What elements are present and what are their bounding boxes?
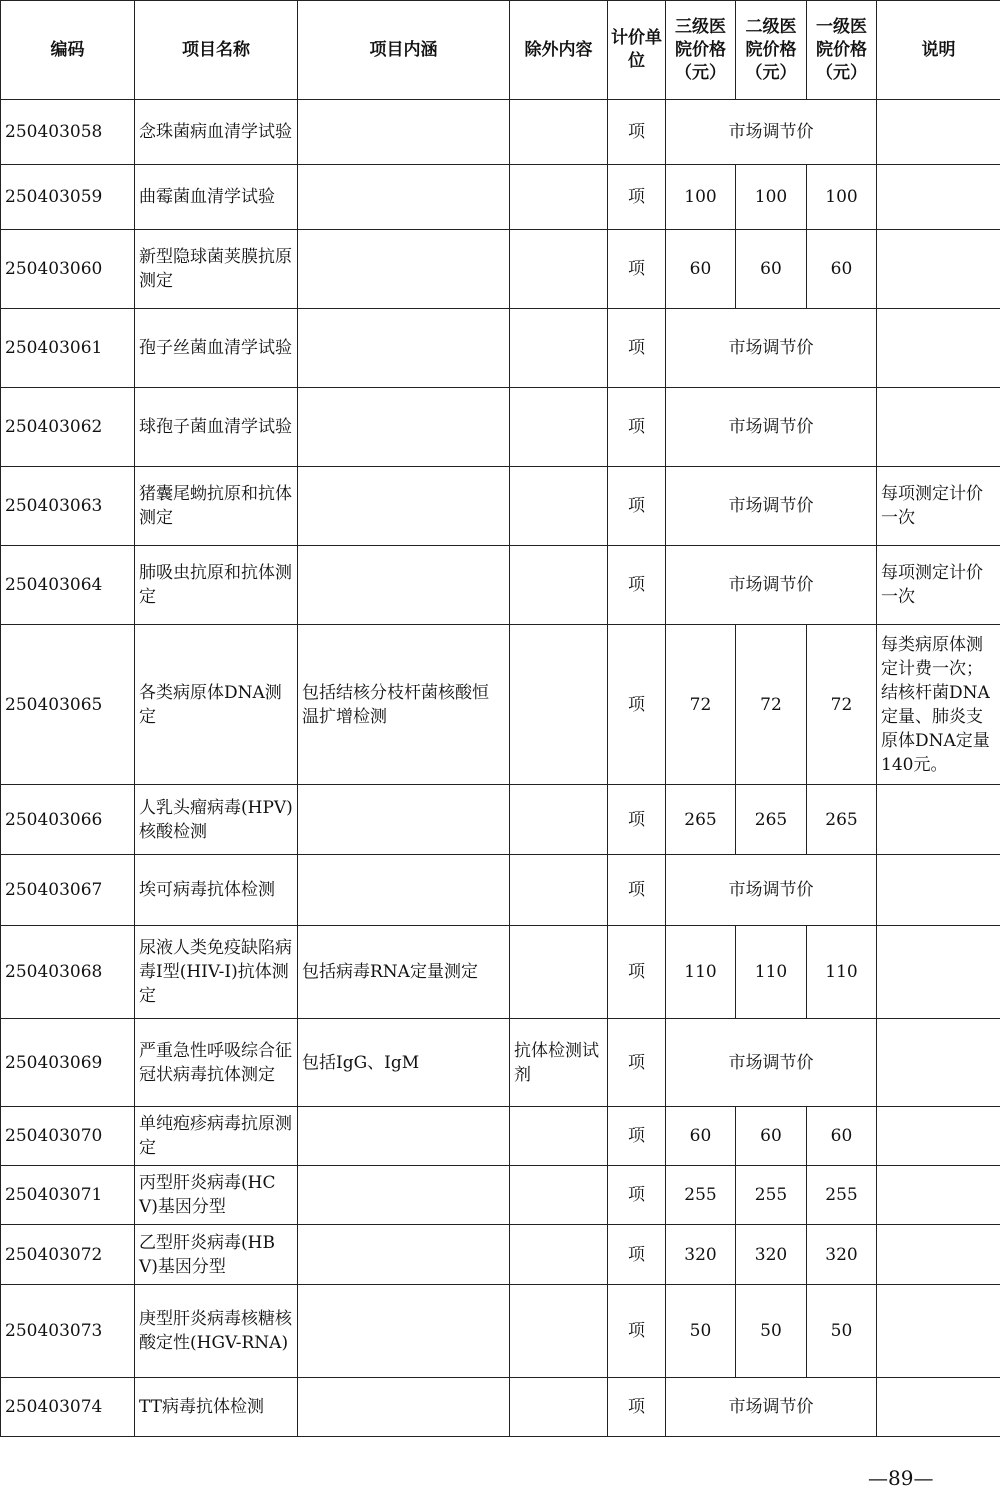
item-exclusion	[510, 165, 608, 230]
item-code: 250403070	[1, 1107, 135, 1166]
item-note: 每项测定计价一次	[877, 467, 1000, 546]
item-unit: 项	[608, 230, 666, 309]
item-name: 球孢子菌血清学试验	[135, 388, 298, 467]
item-exclusion	[510, 855, 608, 926]
item-exclusion	[510, 546, 608, 625]
table-row	[1, 625, 1000, 785]
item-note: 每项测定计价一次	[877, 546, 1000, 625]
item-note	[877, 1019, 1000, 1107]
col-header-level3-price: 三级医院价格（元）	[666, 1, 736, 100]
item-unit: 项	[608, 467, 666, 546]
table-row	[1, 1166, 1000, 1225]
table-row	[1, 388, 1000, 467]
item-unit: 项	[608, 1107, 666, 1166]
header-row	[1, 1, 1000, 100]
level3-price: 72	[666, 625, 736, 785]
item-code: 250403061	[1, 309, 135, 388]
table-row	[1, 1378, 1000, 1437]
item-content	[298, 1225, 510, 1285]
item-content	[298, 100, 510, 165]
level1-price: 320	[807, 1225, 877, 1285]
level1-price: 265	[807, 785, 877, 855]
item-name: 庚型肝炎病毒核糖核酸定性(HGV-RNA)	[135, 1285, 298, 1378]
level3-price: 320	[666, 1225, 736, 1285]
item-code: 250403068	[1, 926, 135, 1019]
page-number: —89—	[868, 1466, 934, 1490]
table-row	[1, 546, 1000, 625]
level3-price: 110	[666, 926, 736, 1019]
item-unit: 项	[608, 100, 666, 165]
col-header-level1-price: 一级医院价格（元）	[807, 1, 877, 100]
item-code: 250403066	[1, 785, 135, 855]
item-note	[877, 1285, 1000, 1378]
col-header-name: 项目名称	[135, 1, 298, 100]
item-content	[298, 388, 510, 467]
item-code: 250403064	[1, 546, 135, 625]
level2-price: 72	[736, 625, 807, 785]
level1-price: 50	[807, 1285, 877, 1378]
level2-price: 110	[736, 926, 807, 1019]
item-name: 人乳头瘤病毒(HPV)核酸检测	[135, 785, 298, 855]
level3-price: 50	[666, 1285, 736, 1378]
level3-price: 100	[666, 165, 736, 230]
item-code: 250403073	[1, 1285, 135, 1378]
level2-price: 60	[736, 230, 807, 309]
table-row	[1, 855, 1000, 926]
item-name: 丙型肝炎病毒(HCV)基因分型	[135, 1166, 298, 1225]
level2-price: 265	[736, 785, 807, 855]
item-code: 250403067	[1, 855, 135, 926]
item-content	[298, 546, 510, 625]
table-row	[1, 1107, 1000, 1166]
item-content	[298, 1166, 510, 1225]
item-name: TT病毒抗体检测	[135, 1378, 298, 1437]
table-row	[1, 1019, 1000, 1107]
item-content: 包括IgG、IgM	[298, 1019, 510, 1107]
item-content: 包括结核分枝杆菌核酸恒温扩增检测	[298, 625, 510, 785]
level1-price: 60	[807, 1107, 877, 1166]
item-name: 猪囊尾蚴抗原和抗体测定	[135, 467, 298, 546]
item-note: 每类病原体测定计费一次；结核杆菌DNA定量、肺炎支原体DNA定量140元。	[877, 625, 1000, 785]
item-content	[298, 855, 510, 926]
item-name: 乙型肝炎病毒(HBV)基因分型	[135, 1225, 298, 1285]
item-content	[298, 1378, 510, 1437]
item-note	[877, 1107, 1000, 1166]
table-row	[1, 1285, 1000, 1378]
item-code: 250403060	[1, 230, 135, 309]
item-name: 尿液人类免疫缺陷病毒Ⅰ型(HIV-Ⅰ)抗体测定	[135, 926, 298, 1019]
col-header-code: 编码	[1, 1, 135, 100]
market-price: 市场调节价	[666, 309, 877, 388]
level2-price: 60	[736, 1107, 807, 1166]
level1-price: 100	[807, 165, 877, 230]
item-unit: 项	[608, 1019, 666, 1107]
level2-price: 320	[736, 1225, 807, 1285]
item-unit: 项	[608, 625, 666, 785]
table-row	[1, 926, 1000, 1019]
item-unit: 项	[608, 165, 666, 230]
item-exclusion	[510, 230, 608, 309]
item-note	[877, 926, 1000, 1019]
item-code: 250403059	[1, 165, 135, 230]
item-code: 250403069	[1, 1019, 135, 1107]
item-unit: 项	[608, 855, 666, 926]
item-exclusion	[510, 309, 608, 388]
level3-price: 265	[666, 785, 736, 855]
level2-price: 50	[736, 1285, 807, 1378]
item-note	[877, 309, 1000, 388]
table-row	[1, 100, 1000, 165]
market-price: 市场调节价	[666, 467, 877, 546]
level3-price: 255	[666, 1166, 736, 1225]
market-price: 市场调节价	[666, 855, 877, 926]
col-header-content: 项目内涵	[298, 1, 510, 100]
item-code: 250403072	[1, 1225, 135, 1285]
market-price: 市场调节价	[666, 388, 877, 467]
item-name: 肺吸虫抗原和抗体测定	[135, 546, 298, 625]
item-name: 单纯疱疹病毒抗原测定	[135, 1107, 298, 1166]
item-exclusion	[510, 1225, 608, 1285]
item-exclusion: 抗体检测试剂	[510, 1019, 608, 1107]
item-unit: 项	[608, 1378, 666, 1437]
item-unit: 项	[608, 785, 666, 855]
item-name: 孢子丝菌血清学试验	[135, 309, 298, 388]
item-code: 250403071	[1, 1166, 135, 1225]
item-note	[877, 165, 1000, 230]
item-note	[877, 388, 1000, 467]
market-price: 市场调节价	[666, 100, 877, 165]
level2-price: 255	[736, 1166, 807, 1225]
item-code: 250403058	[1, 100, 135, 165]
item-unit: 项	[608, 1166, 666, 1225]
level1-price: 110	[807, 926, 877, 1019]
item-unit: 项	[608, 1285, 666, 1378]
item-exclusion	[510, 785, 608, 855]
market-price: 市场调节价	[666, 546, 877, 625]
item-content	[298, 165, 510, 230]
item-content	[298, 785, 510, 855]
item-exclusion	[510, 100, 608, 165]
col-header-level2-price: 二级医院价格（元）	[736, 1, 807, 100]
item-exclusion	[510, 926, 608, 1019]
item-note	[877, 1166, 1000, 1225]
item-code: 250403065	[1, 625, 135, 785]
level3-price: 60	[666, 1107, 736, 1166]
item-exclusion	[510, 1378, 608, 1437]
col-header-note: 说明	[877, 1, 1000, 100]
item-name: 新型隐球菌荚膜抗原测定	[135, 230, 298, 309]
market-price: 市场调节价	[666, 1378, 877, 1437]
item-name: 念珠菌病血清学试验	[135, 100, 298, 165]
item-name: 曲霉菌血清学试验	[135, 165, 298, 230]
table-row	[1, 467, 1000, 546]
item-exclusion	[510, 1107, 608, 1166]
table-row	[1, 165, 1000, 230]
item-unit: 项	[608, 309, 666, 388]
level1-price: 60	[807, 230, 877, 309]
level2-price: 100	[736, 165, 807, 230]
item-note	[877, 1378, 1000, 1437]
item-content	[298, 309, 510, 388]
item-unit: 项	[608, 388, 666, 467]
level3-price: 60	[666, 230, 736, 309]
item-exclusion	[510, 625, 608, 785]
level1-price: 255	[807, 1166, 877, 1225]
table-row	[1, 785, 1000, 855]
level1-price: 72	[807, 625, 877, 785]
item-code: 250403063	[1, 467, 135, 546]
item-note	[877, 230, 1000, 309]
item-name: 埃可病毒抗体检测	[135, 855, 298, 926]
item-name: 严重急性呼吸综合征冠状病毒抗体测定	[135, 1019, 298, 1107]
item-note	[877, 855, 1000, 926]
item-content	[298, 1107, 510, 1166]
table-row	[1, 309, 1000, 388]
table-row	[1, 1225, 1000, 1285]
market-price: 市场调节价	[666, 1019, 877, 1107]
item-content	[298, 230, 510, 309]
item-unit: 项	[608, 926, 666, 1019]
item-name: 各类病原体DNA测定	[135, 625, 298, 785]
item-exclusion	[510, 388, 608, 467]
item-unit: 项	[608, 546, 666, 625]
item-code: 250403062	[1, 388, 135, 467]
col-header-unit: 计价单位	[608, 1, 666, 100]
item-content	[298, 467, 510, 546]
col-header-exclusion: 除外内容	[510, 1, 608, 100]
item-content	[298, 1285, 510, 1378]
item-exclusion	[510, 1166, 608, 1225]
item-code: 250403074	[1, 1378, 135, 1437]
item-exclusion	[510, 467, 608, 546]
item-note	[877, 785, 1000, 855]
item-note	[877, 100, 1000, 165]
table-row	[1, 230, 1000, 309]
item-exclusion	[510, 1285, 608, 1378]
item-content: 包括病毒RNA定量测定	[298, 926, 510, 1019]
item-unit: 项	[608, 1225, 666, 1285]
item-note	[877, 1225, 1000, 1285]
